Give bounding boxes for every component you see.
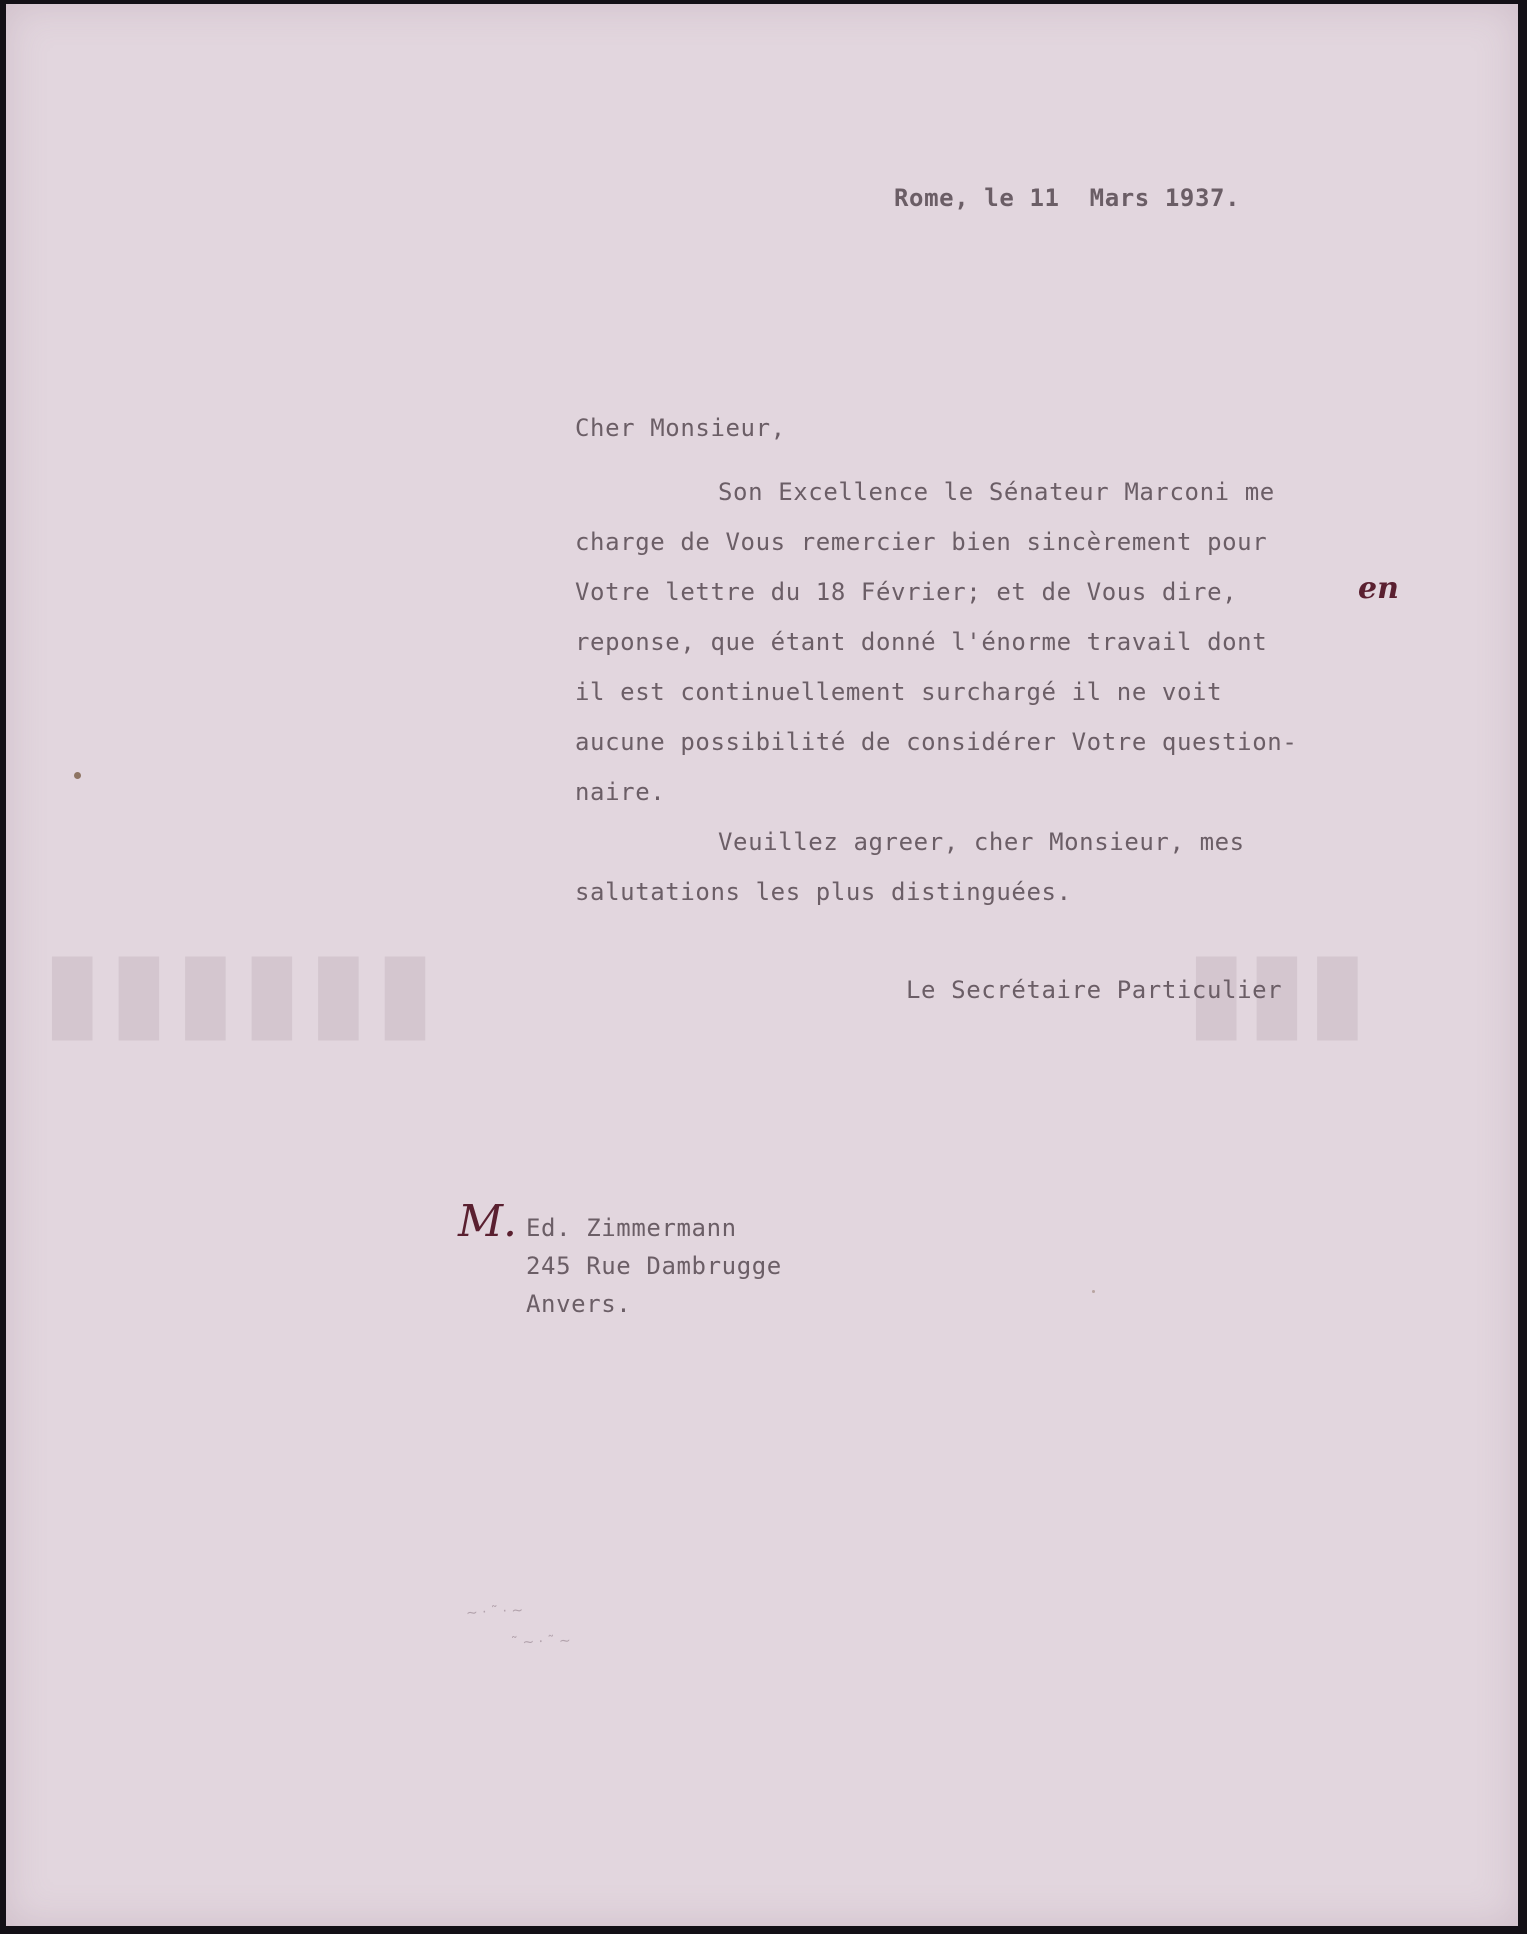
body-line: Son Excellence le Sénateur Marconi me xyxy=(718,478,1275,506)
handwritten-address-prefix: M. xyxy=(458,1196,518,1247)
letter-page xyxy=(6,4,1518,1926)
body-line: naire. xyxy=(575,778,666,806)
signature-title: Le Secrétaire Particulier xyxy=(906,976,1283,1004)
address-line: Ed. Zimmermann xyxy=(526,1214,737,1242)
paper-speck xyxy=(1092,1290,1095,1293)
faint-smudge: ˜ ~ · ˜ ~ xyxy=(510,1632,571,1652)
address-line: Anvers. xyxy=(526,1290,632,1318)
body-line: reponse, que étant donné l'énorme travail dont xyxy=(575,628,1268,656)
closing-line: salutations les plus distinguées. xyxy=(575,878,1072,906)
body-line: aucune possibilité de considérer Votre question- xyxy=(575,728,1298,756)
body-line: Votre lettre du 18 Février; et de Vous dire, xyxy=(575,578,1238,606)
letter-date: Rome, le 11 Mars 1937. xyxy=(894,184,1241,212)
address-line: 245 Rue Dambrugge xyxy=(526,1252,782,1280)
closing-line: Veuillez agreer, cher Monsieur, mes xyxy=(718,828,1245,856)
body-line: il est continuellement surchargé il ne voit xyxy=(575,678,1223,706)
handwritten-insert: en xyxy=(1358,571,1399,606)
body-line: charge de Vous remercier bien sincèrement pour xyxy=(575,528,1268,556)
salutation: Cher Monsieur, xyxy=(575,414,786,442)
bleed-through-mark: ▮▮▮▮▮▮ xyxy=(36,924,436,1053)
paper-speck xyxy=(74,772,81,779)
bleed-through-mark: ▮▮▮ xyxy=(1186,924,1368,1053)
faint-smudge: ~ · ˜ · ~ xyxy=(465,1602,524,1622)
